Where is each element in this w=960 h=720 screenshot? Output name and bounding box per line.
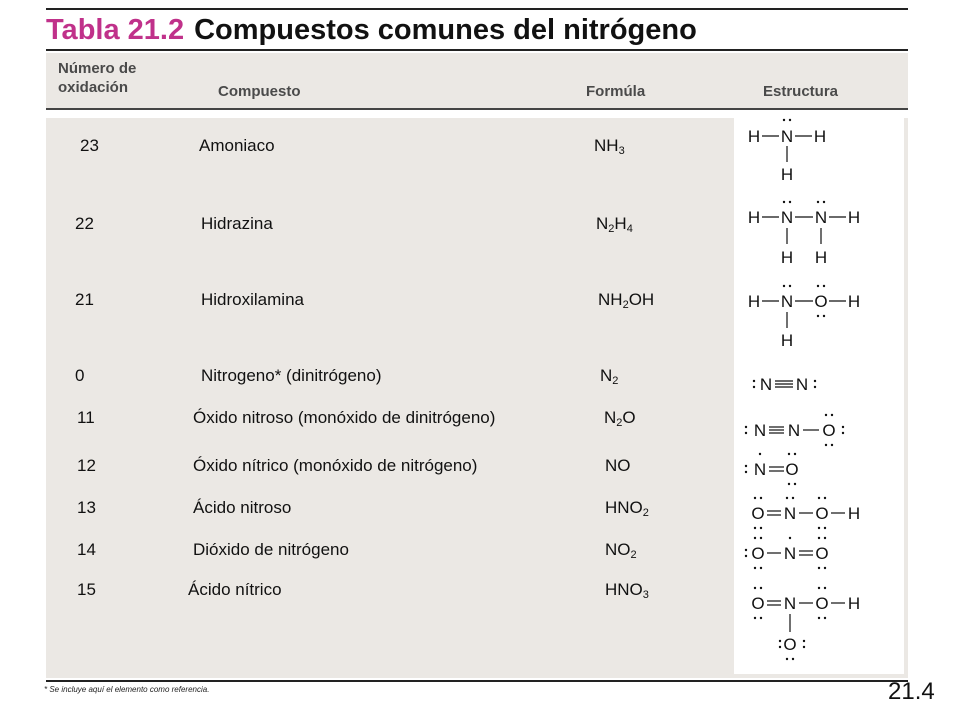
- electron-dot: [818, 617, 820, 619]
- electron-dot: [745, 432, 747, 434]
- atom-label: H: [780, 165, 794, 184]
- compound-name: Dióxido de nitrógeno: [193, 540, 349, 559]
- electron-dot: [824, 537, 826, 539]
- electron-dot: [786, 497, 788, 499]
- electron-dot: [818, 497, 820, 499]
- atom-label: N: [780, 127, 794, 146]
- electron-dot: [824, 587, 826, 589]
- electron-dot: [823, 285, 825, 287]
- electron-dot: [792, 497, 794, 499]
- atom-label: N: [783, 544, 797, 563]
- electron-dot: [754, 497, 756, 499]
- atom-label: O: [751, 544, 765, 563]
- electron-dot: [754, 587, 756, 589]
- atom-label: H: [847, 208, 861, 227]
- atom-label: N: [780, 292, 794, 311]
- electron-dot: [753, 386, 755, 388]
- compound-name: Hidrazina: [201, 214, 273, 233]
- oxidation-number: 14: [77, 540, 96, 559]
- atom-label: O: [751, 594, 765, 613]
- atom-label: H: [847, 594, 861, 613]
- atom-label: O: [815, 504, 829, 523]
- electron-dot: [783, 119, 785, 121]
- electron-dot: [842, 432, 844, 434]
- electron-dot: [842, 426, 844, 428]
- electron-dot: [817, 285, 819, 287]
- oxidation-number: 21: [75, 290, 94, 309]
- electron-dot: [818, 567, 820, 569]
- atom-label: N: [753, 460, 767, 479]
- atom-label: N: [783, 594, 797, 613]
- header-structure: Estructura: [763, 83, 839, 100]
- compound-formula: $NH_2OH$: [598, 290, 655, 311]
- electron-dot: [753, 380, 755, 382]
- electron-dot: [745, 555, 747, 557]
- electron-dot: [760, 537, 762, 539]
- electron-dot: [814, 386, 816, 388]
- electron-dot: [824, 527, 826, 529]
- compound-formula: $HNO_2$: [605, 498, 649, 519]
- atom-label: O: [785, 460, 799, 479]
- electron-dot: [825, 414, 827, 416]
- compound-name: Óxido nitroso (monóxido de dinitrógeno): [193, 408, 496, 427]
- atom-label: H: [747, 292, 761, 311]
- compound-formula: $NH_3$: [594, 136, 625, 157]
- electron-dot: [789, 537, 791, 539]
- electron-dot: [794, 453, 796, 455]
- atom-label: H: [780, 248, 794, 267]
- atom-label: H: [780, 331, 794, 350]
- electron-dot: [788, 453, 790, 455]
- compound-name: Amoniaco: [199, 136, 275, 155]
- header-oxidation: Número de oxidación: [58, 60, 137, 96]
- electron-dot: [783, 201, 785, 203]
- atom-label: N: [753, 421, 767, 440]
- electron-dot: [803, 640, 805, 642]
- atom-label: H: [847, 292, 861, 311]
- table-header: [46, 53, 908, 108]
- atom-label: O: [751, 504, 765, 523]
- lewis-structures: [734, 118, 904, 678]
- electron-dot: [779, 646, 781, 648]
- atom-label: N: [783, 504, 797, 523]
- compound-formula: $N_2$: [600, 366, 619, 387]
- compound-formula: NO: [605, 456, 631, 475]
- compound-formula: $N_2O$: [604, 408, 636, 429]
- compound-name: Nitrogeno* (dinitrógeno): [201, 366, 382, 385]
- electron-dot: [759, 453, 761, 455]
- electron-dot: [792, 658, 794, 660]
- compound-formula: $N_2H_4$: [596, 214, 633, 235]
- atom-label: O: [783, 635, 797, 654]
- electron-dot: [789, 285, 791, 287]
- oxidation-number: 23: [80, 136, 99, 155]
- oxidation-number: 13: [77, 498, 96, 517]
- top-rule: [46, 8, 908, 10]
- electron-dot: [760, 617, 762, 619]
- electron-dot: [814, 380, 816, 382]
- atom-label: O: [814, 292, 828, 311]
- table-title-text: Compuestos comunes del nitrógeno: [194, 14, 697, 46]
- compound-formula: $NO_2$: [605, 540, 637, 561]
- atom-label: O: [815, 544, 829, 563]
- oxidation-number: 15: [77, 580, 96, 599]
- compound-name: Hidroxilamina: [201, 290, 304, 309]
- atom-label: O: [815, 594, 829, 613]
- electron-dot: [817, 315, 819, 317]
- electron-dot: [760, 587, 762, 589]
- electron-dot: [824, 617, 826, 619]
- atom-label: O: [822, 421, 836, 440]
- slide-number: 21.4: [888, 678, 935, 705]
- atom-label: H: [747, 127, 761, 146]
- electron-dot: [745, 465, 747, 467]
- oxidation-number: 22: [75, 214, 94, 233]
- electron-dot: [754, 567, 756, 569]
- electron-dot: [803, 646, 805, 648]
- table-title: [46, 14, 697, 47]
- atom-label: H: [847, 504, 861, 523]
- atom-label: N: [759, 375, 773, 394]
- electron-dot: [779, 640, 781, 642]
- electron-dot: [817, 201, 819, 203]
- atom-label: N: [795, 375, 809, 394]
- electron-dot: [824, 497, 826, 499]
- electron-dot: [754, 617, 756, 619]
- oxidation-number: 0: [75, 366, 85, 385]
- header-formula: Formúla: [586, 83, 646, 100]
- header-compound: Compuesto: [218, 83, 301, 100]
- electron-dot: [788, 483, 790, 485]
- electron-dot: [754, 527, 756, 529]
- electron-dot: [818, 527, 820, 529]
- header-bottom-rule: [46, 108, 908, 110]
- atom-label: H: [814, 248, 828, 267]
- electron-dot: [794, 483, 796, 485]
- electron-dot: [818, 587, 820, 589]
- electron-dot: [824, 567, 826, 569]
- electron-dot: [760, 527, 762, 529]
- electron-dot: [745, 471, 747, 473]
- table-number: Tabla 21.2: [46, 14, 185, 46]
- electron-dot: [745, 549, 747, 551]
- atom-label: N: [780, 208, 794, 227]
- electron-dot: [823, 315, 825, 317]
- electron-dot: [760, 567, 762, 569]
- electron-dot: [760, 497, 762, 499]
- electron-dot: [818, 537, 820, 539]
- electron-dot: [789, 201, 791, 203]
- header-top-rule: [46, 49, 908, 51]
- electron-dot: [831, 444, 833, 446]
- compound-name: Ácido nitroso: [193, 498, 292, 517]
- compound-name: Óxido nítrico (monóxido de nitrógeno): [193, 456, 478, 475]
- electron-dot: [825, 444, 827, 446]
- compound-name: Ácido nítrico: [188, 580, 282, 599]
- oxidation-number: 11: [77, 408, 95, 427]
- electron-dot: [786, 658, 788, 660]
- electron-dot: [754, 537, 756, 539]
- table-bottom-rule: [46, 680, 908, 682]
- electron-dot: [789, 119, 791, 121]
- atom-label: N: [814, 208, 828, 227]
- compound-formula: $HNO_3$: [605, 580, 649, 601]
- atom-label: N: [787, 421, 801, 440]
- electron-dot: [783, 285, 785, 287]
- oxidation-number: 12: [77, 456, 96, 475]
- electron-dot: [745, 426, 747, 428]
- footnote: * Se incluye aquí el elemento como referencia.: [44, 685, 210, 694]
- atom-label: H: [813, 127, 827, 146]
- electron-dot: [823, 201, 825, 203]
- electron-dot: [831, 414, 833, 416]
- atom-label: H: [747, 208, 761, 227]
